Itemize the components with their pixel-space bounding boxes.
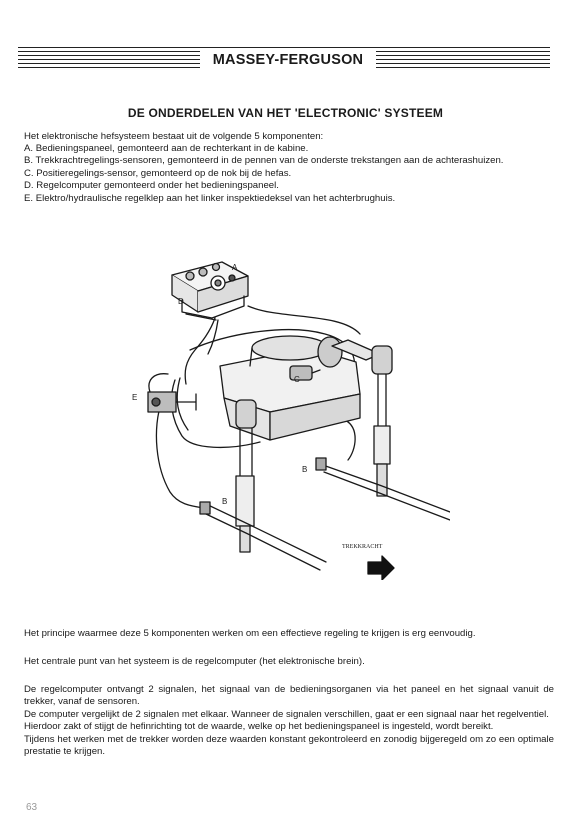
- paragraph-block: [24, 684, 554, 758]
- list-item: A. Bedieningspaneel, gemonteerd aan de rechterkant in de kabine.: [24, 143, 309, 154]
- list-item: E. Elektro/hydraulische regelklep aan het linker inspektiedeksel van het achterbrughuis.: [24, 192, 396, 204]
- component-list: [24, 143, 559, 205]
- label-a: A: [232, 263, 238, 272]
- draft-link-left: [200, 502, 326, 570]
- system-illustration: [120, 250, 450, 580]
- intro-text: Het elektronische hefsysteem bestaat uit de volgende 5 komponenten:: [24, 131, 324, 142]
- list-item: D. Regelcomputer gemonteerd onder het bedieningspaneel.: [24, 180, 279, 192]
- paragraph: Het centrale punt van het systeem is de regelcomputer (het elektronische brein).: [24, 656, 365, 667]
- section-title: DE ONDERDELEN VAN HET 'ELECTRONIC' SYSTEEM: [127, 106, 444, 120]
- label-e: E: [132, 393, 138, 402]
- brand-title: MASSEY-FERGUSON: [200, 50, 376, 70]
- page-number: 63: [26, 802, 38, 813]
- list-item: C. Positieregelings-sensor, gemonteerd op de nok bij de hefas.: [24, 167, 292, 179]
- paragraph-line: Tijdens het werken met de trekker worden deze waarden konstant gekontroleerd en zonodig bijgeregeld om zo een optimale prestatie te krijgen.: [24, 733, 554, 758]
- figure-caption: TREKKRACHT: [342, 544, 383, 550]
- label-b-right: B: [302, 465, 308, 474]
- list-item: B. Trekkrachtregelings-sensoren, gemonteerd in de pennen van de onderste trekstangen aan de achterashuizen.: [24, 155, 504, 167]
- paragraph-line: Hierdoor zakt of stijgt de hefinrichting tot de waarde, welke op het bedieningspaneel is ingesteld, wordt bereikt.: [24, 721, 494, 733]
- label-b-left: B: [222, 497, 228, 506]
- label-d: D: [178, 297, 184, 306]
- paragraph-line: De regelcomputer ontvangt 2 signalen, het signaal van de bedieningsorganen via het paneel en het signaal vanuit de trekker, vanaf de sensoren.: [24, 684, 554, 708]
- paragraph-line: De computer vergelijkt de 2 signalen met elkaar. Wanneer de signalen verschillen, gaat er een signaal naar het regelventiel.: [24, 708, 549, 720]
- regulating-valve: [148, 374, 196, 412]
- arrow-icon: [368, 556, 394, 580]
- paragraph: Het principe waarmee deze 5 komponenten werken om een effectieve regeling te krijgen is erg eenvoudig.: [24, 628, 476, 639]
- label-c: C: [294, 375, 300, 384]
